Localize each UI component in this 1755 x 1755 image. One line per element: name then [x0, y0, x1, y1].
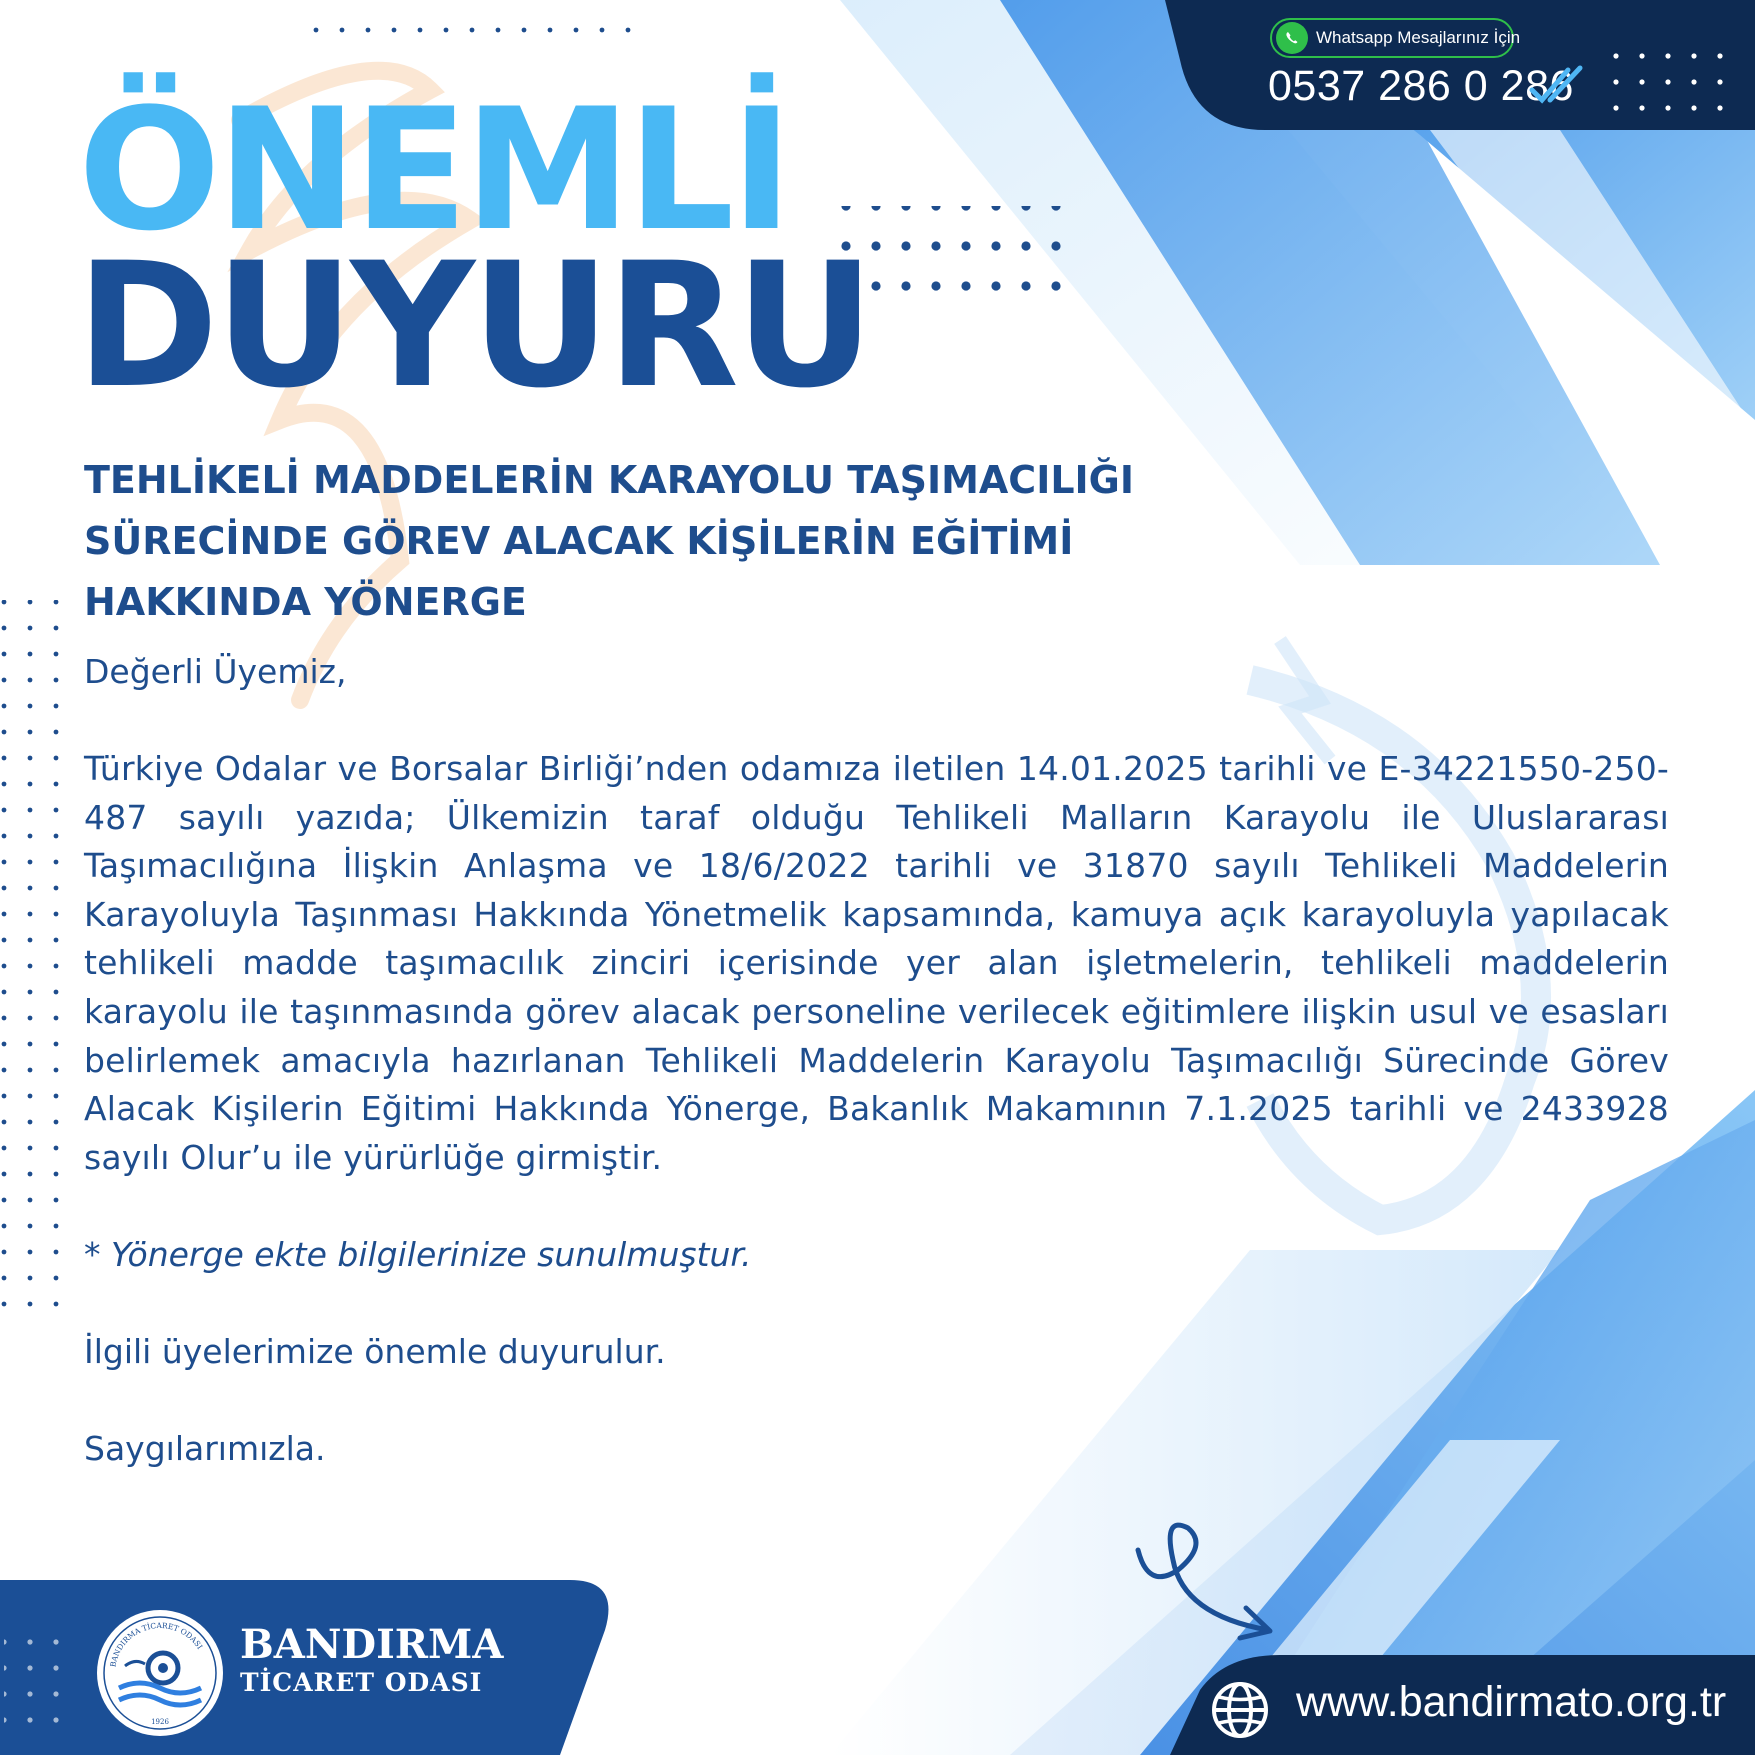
- subject-line: TEHLİKELİ MADDELERİN KARAYOLU TAŞIMACILIĞI: [84, 458, 1135, 502]
- logo-emblem: [95, 1608, 225, 1738]
- website-link[interactable]: www.bandirmato.org.tr: [1296, 1678, 1727, 1726]
- closing-line: İlgili üyelerimize önemle duyurulur.: [84, 1332, 666, 1372]
- svg-text:1926: 1926: [151, 1718, 169, 1726]
- title-duyuru: DUYURU: [76, 225, 871, 426]
- org-name-line2: TİCARET ODASI: [240, 1668, 483, 1697]
- greeting: Değerli Üyemiz,: [84, 652, 347, 691]
- subject-line: HAKKINDA YÖNERGE: [84, 580, 527, 624]
- whatsapp-caption: Whatsapp Mesajlarınız İçin: [1316, 28, 1521, 47]
- curly-arrow-icon: [1128, 1520, 1288, 1650]
- announcement-subject: [84, 450, 1284, 633]
- phone-number[interactable]: 0537 286 0 286: [1268, 62, 1574, 110]
- double-check-icon: [1528, 64, 1586, 106]
- subject-line: SÜRECİNDE GÖREV ALACAK KİŞİLERİN EĞİTİMİ: [84, 519, 1074, 563]
- title-onemli: ÖNEMLİ: [78, 72, 789, 268]
- whatsapp-badge[interactable]: [1270, 18, 1521, 58]
- regards-line: Saygılarımızla.: [84, 1429, 326, 1469]
- svg-text:BANDIRMA TİCARET ODASI: BANDIRMA TİCARET ODASI: [108, 1620, 205, 1668]
- org-name-line1: BANDIRMA: [240, 1621, 504, 1668]
- body-paragraph: Türkiye Odalar ve Borsalar Birliği’nden odamıza iletilen 14.01.2025 tarihli ve E-34221550-250-487 sayılı yazıda; Ülkemizin taraf olduğu Tehlikeli Malların Karayolu ile Uluslararası Taşımacılığına İlişkin Anlaşma ve 18/6/2022 tarihli ve 31870 sayılı Tehlikeli Maddelerin Karayoluyla Taşınması Hakkında Yönetmelik kapsamında, kamuya açık karayoluyla yapılacak tehlikeli madde taşımacılık zinciri içerisinde yer alan işletmelerin, tehlikeli maddelerin karayolu ile taşınmasında görev alacak personeline verilecek eğitimlere ilişkin usul ve esasları belirlemek amacıyla hazırlanan Tehlikeli Maddelerin Karayolu Taşımacılığı Sürecinde Görev Alacak Kişilerin Eğitimi Hakkında Yönerge, Bakanlık Makamının 7.1.2025 tarihli ve 2433928 sayılı Olur’u ile yürürlüğe girmiştir.: [84, 749, 1669, 1177]
- attachment-note: * Yönerge ekte bilgilerinize sunulmuştur.: [84, 1235, 752, 1275]
- organization-name: [240, 1622, 503, 1698]
- letter-body: [84, 648, 1669, 1473]
- whatsapp-icon: [1276, 22, 1308, 54]
- globe-icon: [1208, 1678, 1272, 1742]
